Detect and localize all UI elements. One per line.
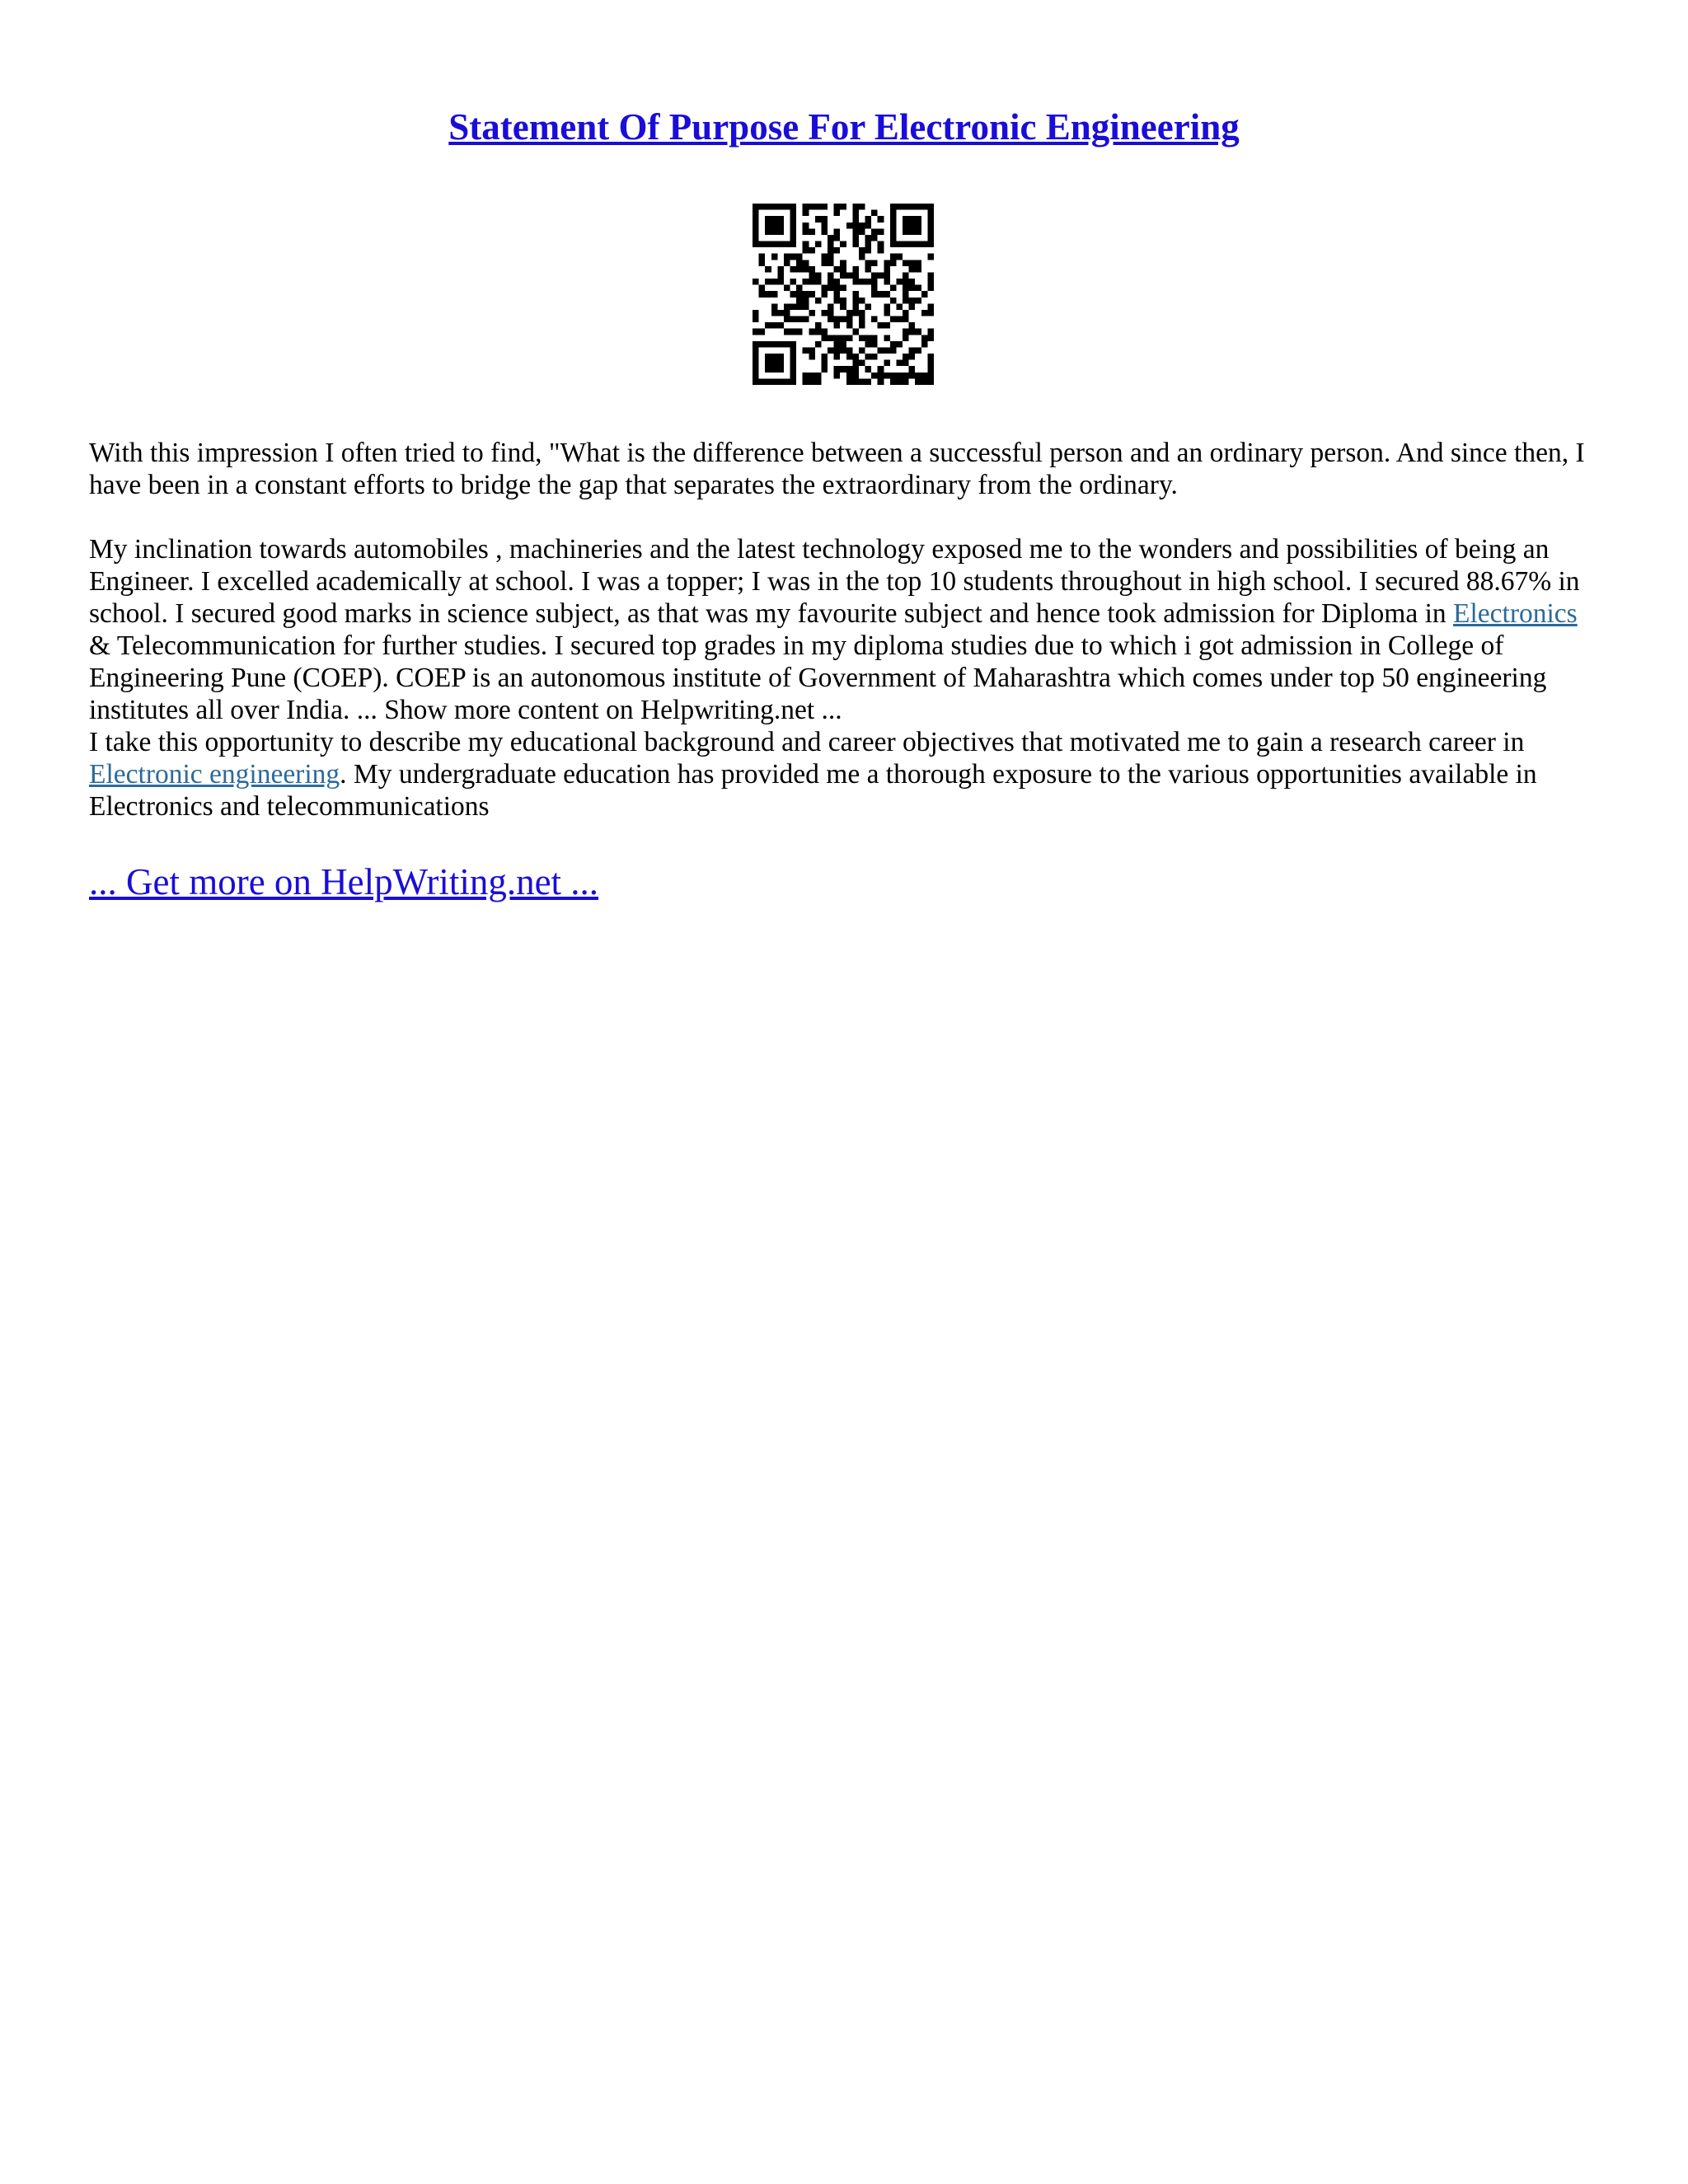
electronic-engineering-link[interactable]: Electronic engineering [89,759,340,790]
paragraph-body-text-3: I take this opportunity to describe my educational background and career objectives that motivated me to gain a research career in [89,727,1525,757]
title-link[interactable]: Statement Of Purpose For Electronic Engineering [448,106,1240,148]
get-more-section [89,857,598,907]
paragraph-body-text-4: . My undergraduate education has provided me a thorough exposure to the various opportunities available in Electronics and telecommunications [89,759,1537,822]
page-title [0,101,1688,153]
paragraph-body [89,533,1599,823]
electronics-link[interactable]: Electronics [1453,598,1578,629]
get-more-link[interactable]: ... Get more on HelpWriting.net ... [89,861,599,902]
paragraph-body-text-2: & Telecommunication for further studies. I secured top grades in my diploma studies due to which i got admission in College of Engineering Pune (COEP). COEP is an autonomous institute of Government of Maharashtra which comes under top 50 engineering institutes all over India. ... Show more content on Helpwriting.net ... [89,630,1547,725]
paragraph-body-text-1: My inclination towards automobiles , machineries and the latest technology exposed me to the wonders and possibilities of being an Engineer. I excelled academically at school. I was a topper; I was in the top 10 students throughout in high school. I secured 88.67% in school. I secured good marks in science subject, as that was my favourite subject and hence took admission for Diploma in [89,534,1580,629]
qr-code-icon [753,204,934,385]
paragraph-intro: With this impression I often tried to find, "What is the difference between a successful person and an ordinary person. And since then, I have been in a constant efforts to bridge the gap that separates the extraordinary from the ordinary. [89,438,1585,500]
